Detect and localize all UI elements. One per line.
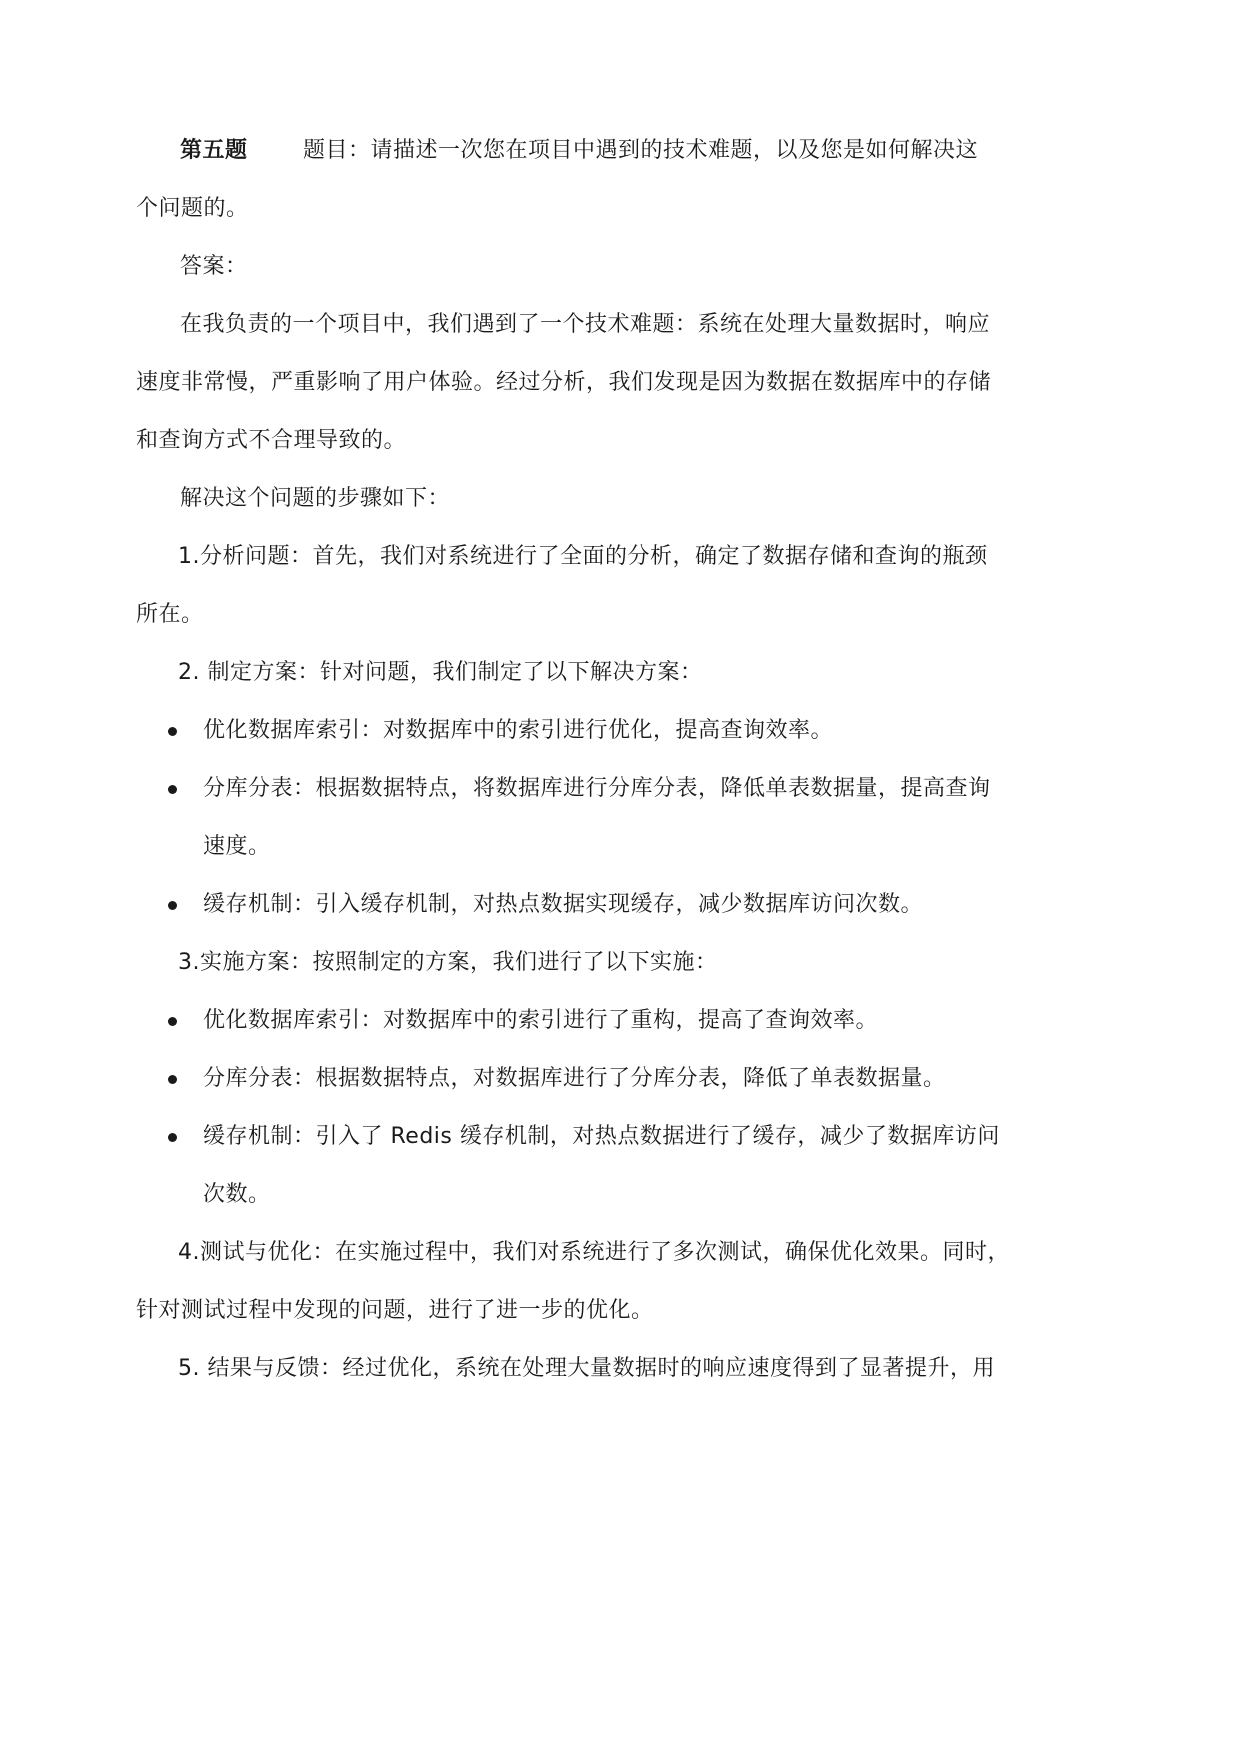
question-number: 第五题 [180,138,248,163]
answer-label: 答案： [180,254,248,279]
step2-bullet3: 缓存机制：引入缓存机制，对热点数据实现缓存，减少数据库访问次数。 [203,892,924,917]
bullet-dot-icon [168,727,177,736]
bullet-dot-icon [168,785,177,794]
step4-line1: 4.测试与优化：在实施过程中，我们对系统进行了多次测试，确保优化效果。同时， [178,1240,1010,1265]
step3-bullet1: 优化数据库索引：对数据库中的索引进行了重构，提高了查询效率。 [203,1008,879,1033]
step2-bullet2-line1: 分库分表：根据数据特点，将数据库进行分库分表，降低单表数据量，提高查询 [203,776,991,801]
question-title-line1: 题目：请描述一次您在项目中遇到的技术难题，以及您是如何解决这 [303,138,979,163]
step2-bullet2-line2: 速度。 [203,834,271,859]
intro-line2: 速度非常慢，严重影响了用户体验。经过分析，我们发现是因为数据在数据库中的存储 [136,370,992,395]
bullet-dot-icon [168,901,177,910]
step2-heading: 2. 制定方案：针对问题，我们制定了以下解决方案： [178,660,703,685]
intro-line3: 和查询方式不合理导致的。 [136,428,407,453]
step4-line2: 针对测试过程中发现的问题，进行了进一步的优化。 [136,1298,654,1323]
bullet-dot-icon [168,1133,177,1142]
step1-line1: 1.分析问题：首先，我们对系统进行了全面的分析，确定了数据存储和查询的瓶颈 [178,544,988,569]
step3-heading: 3.实施方案：按照制定的方案，我们进行了以下实施： [178,950,718,975]
step5-line1: 5. 结果与反馈：经过优化，系统在处理大量数据时的响应速度得到了显著提升，用 [178,1356,995,1381]
step1-line2: 所在。 [136,602,204,627]
question-title-line2: 个问题的。 [136,196,249,221]
intro-line1: 在我负责的一个项目中，我们遇到了一个技术难题：系统在处理大量数据时，响应 [180,312,991,337]
step2-bullet1: 优化数据库索引：对数据库中的索引进行优化，提高查询效率。 [203,718,834,743]
steps-intro: 解决这个问题的步骤如下： [180,486,451,511]
step3-bullet2: 分库分表：根据数据特点，对数据库进行了分库分表，降低了单表数据量。 [203,1066,946,1091]
step3-bullet3-line2: 次数。 [203,1182,271,1207]
step3-bullet3-line1: 缓存机制：引入了 Redis 缓存机制，对热点数据进行了缓存，减少了数据库访问 [203,1124,1000,1149]
bullet-dot-icon [168,1017,177,1026]
bullet-dot-icon [168,1075,177,1084]
